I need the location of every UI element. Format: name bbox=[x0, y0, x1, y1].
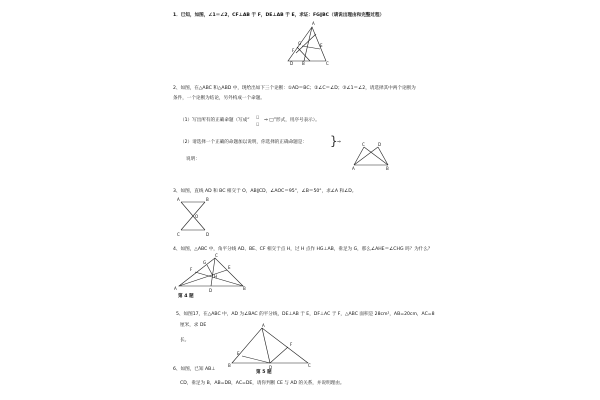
q5-label-a: A bbox=[262, 323, 265, 328]
q4-label-a: A bbox=[174, 286, 177, 291]
q2-label-c: C bbox=[362, 142, 365, 147]
q1-figure bbox=[282, 21, 330, 66]
q1-label-e: E bbox=[320, 43, 323, 48]
q4-label-f: F bbox=[190, 267, 193, 272]
q1-label-g: G bbox=[298, 41, 302, 46]
q2-frac-top: □ bbox=[256, 115, 260, 119]
q5-label-c: C bbox=[308, 363, 311, 368]
q3-label-b: B bbox=[206, 197, 209, 202]
q3-label-c: C bbox=[177, 232, 180, 237]
q5-line1: 5、如图17，在△ABC 中，AD 为∠BAC 的平分线，DE⊥AB 于 E，DF⊥AC 于 F，△ABC 面积是 28cm²，AB=20cm，AC=8 bbox=[176, 312, 435, 317]
q5-label-e: E bbox=[237, 351, 240, 356]
q4-figure bbox=[173, 254, 253, 298]
q2-frac-bottom: □ bbox=[256, 122, 260, 126]
q3-text: 3、如图，直线 AD 和 BC 相交于 O，AB∥CD，∠AOC＝95°，∠B＝50°，求∠A 和∠D。 bbox=[173, 189, 357, 194]
q4-label-h: H bbox=[214, 274, 218, 279]
q2-label-d: D bbox=[378, 142, 382, 147]
q4-label-b: B bbox=[243, 286, 246, 291]
q2-label-a: A bbox=[352, 166, 355, 171]
q2-sub1-b: ⇒ □”形式，用序号表示）。 bbox=[264, 118, 320, 123]
q2-arrow: ⇒ bbox=[337, 140, 341, 145]
q4-text: 4、如图，△ABC 中，角平分线 AD、BE、CF 相交于点 H，过 H 点作 HG⊥AB，垂足为 G，那么∠AHE＝∠CHG 吗？为什么？ bbox=[173, 247, 433, 252]
q6-line1: 6、如图，已知 AB⊥ bbox=[173, 367, 216, 372]
q2-line1: 2、如图，在△ABC 和△ABD 中，现给出如下三个论断：①AD＝BC；②∠C＝∠D；③∠1＝∠2，请选择其中两个论断为 bbox=[173, 86, 416, 91]
q1-label-a: A bbox=[312, 21, 315, 26]
q2-figure bbox=[352, 143, 390, 171]
q2-label-b: B bbox=[386, 166, 389, 171]
q6-line2: CD，垂足为 B，AB=DB，AC=DE，请你判断 CE 与 AD 的关系，并说明理由。 bbox=[180, 381, 345, 386]
q1-text: 1．已知，如图，∠1＝∠2，CF⊥AB 于 F，DE⊥AB 于 E，求证：FG∥BC（请说出理由和完整过程） bbox=[173, 13, 385, 18]
q2-explain: 说明： bbox=[186, 157, 200, 162]
q5-label-d: D bbox=[269, 365, 273, 370]
q5-figure bbox=[228, 325, 312, 371]
q2-line2: 条件，一个论断为结论，另外构成一个命题。 bbox=[173, 96, 265, 101]
q5-caption: 第 5 题 bbox=[256, 370, 272, 375]
q1-label-c: C bbox=[326, 61, 329, 66]
q4-label-g: G bbox=[203, 260, 207, 265]
q2-sub1-a: （1）写出所有的正确命题（写成“ bbox=[180, 118, 250, 123]
q5-label-b: B bbox=[228, 363, 231, 368]
q1-label-b: B bbox=[302, 61, 305, 66]
q4-label-e: E bbox=[228, 265, 231, 270]
q5-line3: 长。 bbox=[180, 338, 190, 343]
q4-label-c: C bbox=[215, 253, 218, 258]
q2-brace: } bbox=[330, 134, 338, 148]
q1-label-f: F bbox=[292, 48, 295, 53]
q5-label-f: F bbox=[290, 342, 293, 347]
q3-figure bbox=[173, 196, 213, 238]
q3-label-a: A bbox=[177, 197, 180, 202]
q2-sub2: （2）请选择一个正确的命题加以说明，你选择的正确命题是： bbox=[180, 140, 307, 145]
q4-caption: 第 4 题 bbox=[178, 294, 194, 299]
q3-label-o: O bbox=[195, 214, 199, 219]
q5-line2: 厘米，求 DE bbox=[180, 323, 207, 328]
q3-label-d: D bbox=[206, 232, 210, 237]
q4-label-d: D bbox=[209, 288, 213, 293]
q1-label-d: D bbox=[290, 61, 294, 66]
